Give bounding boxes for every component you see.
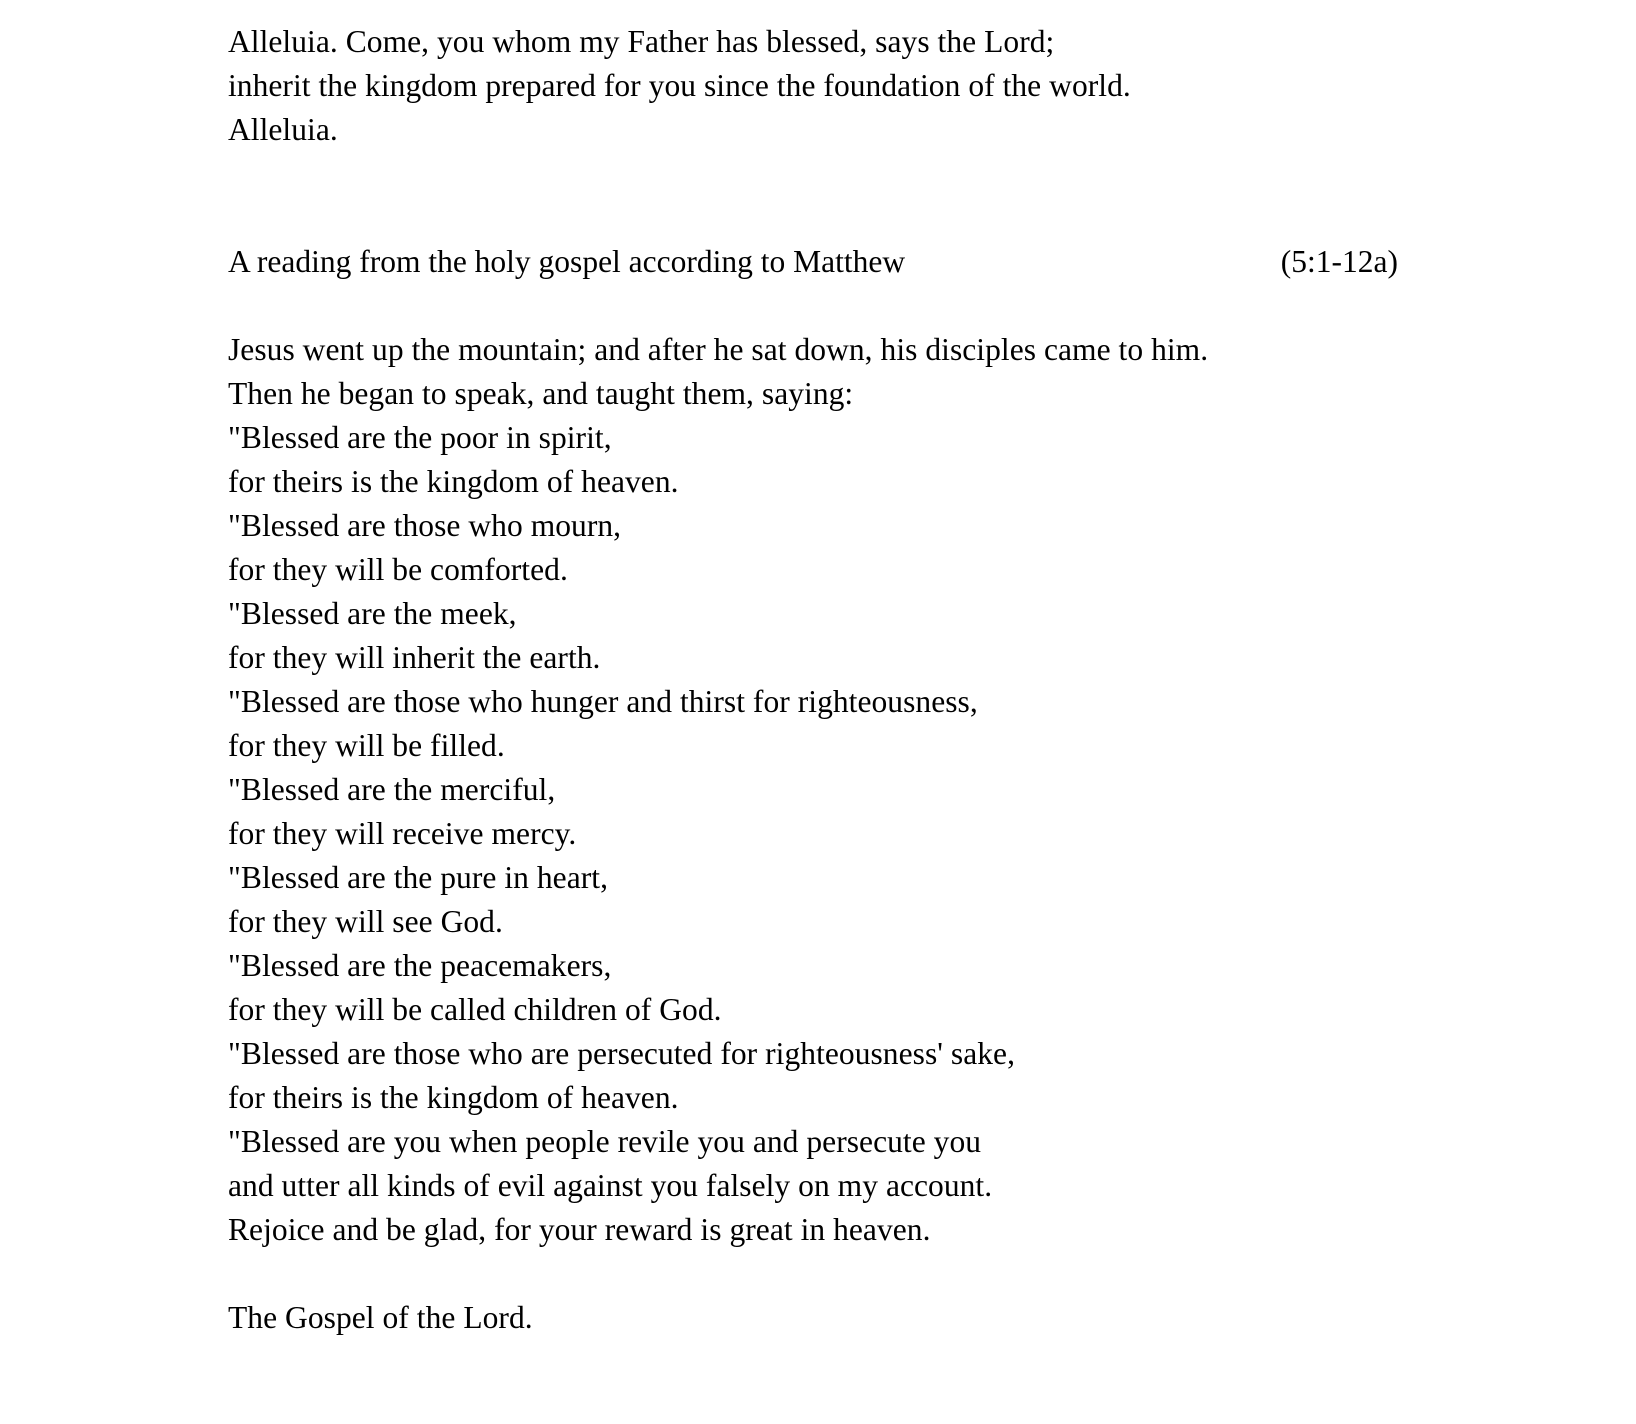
gospel-line: and utter all kinds of evil against you falsely on my account. (228, 1168, 993, 1203)
gospel-line: "Blessed are those who hunger and thirst for righteousness, (228, 684, 978, 719)
gospel-line: "Blessed are the meek, (228, 596, 517, 631)
gospel-line: Jesus went up the mountain; and after he sat down, his disciples came to him. (228, 332, 1209, 367)
gospel-acclamation (228, 20, 1636, 152)
gospel-line: "Blessed are the poor in spirit, (228, 420, 612, 455)
gospel-line: "Blessed are the pure in heart, (228, 860, 609, 895)
acclamation-line: Alleluia. (228, 112, 338, 147)
closing-acclamation (228, 1296, 1636, 1340)
reading-heading (228, 240, 1398, 284)
reading-heading-title: A reading from the holy gospel according to Matthew (228, 244, 906, 279)
gospel-line: "Blessed are you when people revile you and persecute you (228, 1124, 982, 1159)
gospel-line: for theirs is the kingdom of heaven. (228, 464, 679, 499)
gospel-line: "Blessed are those who are persecuted for righteousness' sake, (228, 1036, 1016, 1071)
spacer (228, 196, 1636, 240)
gospel-line: Then he began to speak, and taught them, saying: (228, 376, 854, 411)
acclamation-line: inherit the kingdom prepared for you since the foundation of the world. (228, 68, 1131, 103)
acclamation-line: Alleluia. Come, you whom my Father has blessed, says the Lord; (228, 24, 1055, 59)
gospel-line: for they will be filled. (228, 728, 505, 763)
spacer (228, 152, 1636, 196)
gospel-line: for they will receive mercy. (228, 816, 577, 851)
spacer (228, 284, 1636, 328)
gospel-line: "Blessed are those who mourn, (228, 508, 622, 543)
closing-line: The Gospel of the Lord. (228, 1300, 533, 1335)
gospel-line: Rejoice and be glad, for your reward is great in heaven. (228, 1212, 931, 1247)
gospel-line: for they will inherit the earth. (228, 640, 601, 675)
gospel-line: "Blessed are the merciful, (228, 772, 556, 807)
gospel-line: for theirs is the kingdom of heaven. (228, 1080, 679, 1115)
spacer (228, 1252, 1636, 1296)
gospel-text (228, 328, 1636, 1252)
gospel-line: for they will be comforted. (228, 552, 568, 587)
scripture-reference: (5:1-12a) (1280, 244, 1398, 279)
gospel-line: for they will be called children of God. (228, 992, 722, 1027)
gospel-line: for they will see God. (228, 904, 503, 939)
gospel-line: "Blessed are the peacemakers, (228, 948, 612, 983)
